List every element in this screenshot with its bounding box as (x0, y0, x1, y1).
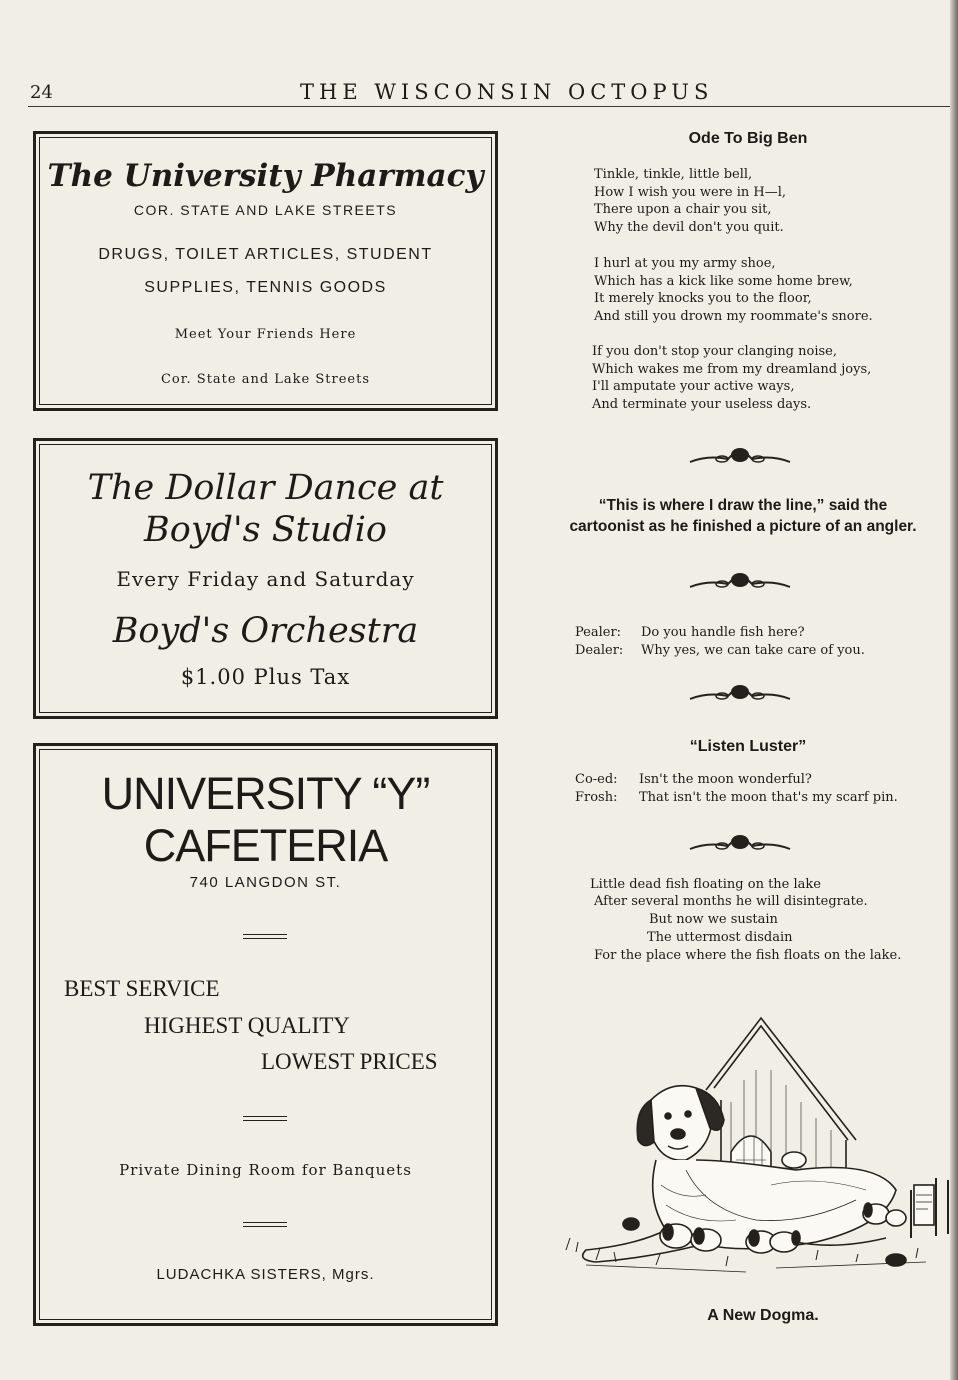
ad-title (36, 768, 495, 872)
dog-cartoon-illustration (556, 1010, 956, 1305)
poem-line: If you don't stop your clanging noise, (592, 344, 837, 359)
ad-title-line: The Dollar Dance at (87, 468, 444, 508)
ad-university-y-cafeteria (33, 743, 498, 1326)
listen-luster-title: “Listen Luster” (689, 738, 807, 755)
dialog-line (575, 642, 865, 660)
ad-private-dining: Private Dining Room for Banquets (119, 1161, 412, 1179)
spoken-line: Do you handle fish here? (641, 625, 805, 640)
running-head: THE WISCONSIN OCTOPUS (300, 80, 714, 104)
ad-products-line: DRUGS, TOILET ARTICLES, STUDENT (98, 246, 433, 263)
ad-feature-quality: HIGHEST QUALITY (144, 1013, 350, 1038)
ad-feature-prices: LOWEST PRICES (261, 1049, 438, 1074)
ad-title: The University Pharmacy (47, 158, 484, 194)
speaker: Co-ed: (575, 772, 618, 787)
dialog-line (575, 624, 865, 642)
double-rule-divider (243, 934, 287, 939)
ode-title: Ode To Big Ben (688, 130, 808, 147)
ad-address: COR. STATE AND LAKE STREETS (133, 202, 398, 218)
ad-address-footer: Cor. State and Lake Streets (160, 372, 371, 387)
ad-tagline: Meet Your Friends Here (174, 327, 357, 342)
poem-line: There upon a chair you sit, (594, 202, 772, 217)
poem-line: How I wish you were in H—l, (594, 184, 786, 200)
poem-line: Which wakes me from my dreamland joys, (592, 361, 872, 377)
ad-price: $1.00 Plus Tax (180, 665, 351, 689)
ornament-divider-icon (688, 680, 792, 706)
ad-orchestra: Boyd's Orchestra (112, 611, 419, 651)
ode-stanza-2 (594, 255, 873, 325)
page-number: 24 (30, 82, 53, 103)
poem-line: Little dead fish floating on the lake (590, 877, 821, 892)
poem-line: It merely knocks you to the floor, (594, 291, 812, 306)
poem-line: After several months he will disintegrate. (594, 894, 868, 909)
dialog-line (575, 771, 898, 789)
ad-title-line: UNIVERSITY “Y” (101, 768, 430, 819)
poem-line: And terminate your useless days. (592, 396, 812, 412)
ad-title (36, 467, 495, 551)
poem-line: For the place where the fish floats on the lake. (594, 948, 902, 963)
ode-stanza-3 (592, 343, 871, 413)
joke-line: cartoonist as he finished a picture of an angler. (569, 518, 917, 535)
header-rule (28, 106, 953, 107)
poem-line: The uttermost disdain (647, 930, 793, 945)
cartoon-caption: A New Dogma. (707, 1307, 819, 1324)
speaker: Frosh: (575, 790, 618, 805)
poem-line: Tinkle, tinkle, little bell, (594, 167, 753, 182)
poem-line: Why the devil don't you quit. (594, 219, 784, 235)
ornament-divider-icon (688, 568, 792, 594)
dialog-line (575, 789, 898, 807)
angler-joke (553, 495, 933, 537)
spoken-line: Why yes, we can take care of you. (641, 643, 865, 658)
speaker: Pealer: (575, 625, 622, 640)
joke-line: “This is where I draw the line,” said the (598, 497, 888, 514)
poem-line: And still you drown my roommate's snore. (594, 308, 873, 324)
poem-line: But now we sustain (649, 912, 778, 927)
ode-stanza-1 (594, 166, 786, 236)
pealer-dealer-dialog (575, 624, 865, 660)
spoken-line: Isn't the moon wonderful? (639, 772, 812, 787)
ornament-divider-icon (688, 443, 792, 469)
ad-managers: LUDACHKA SISTERS, Mgrs. (156, 1266, 375, 1283)
speaker: Dealer: (575, 643, 624, 658)
ornament-divider-icon (688, 830, 792, 856)
poem-line: I'll amputate your active ways, (592, 379, 795, 394)
ad-university-pharmacy (33, 131, 498, 411)
poem-line: Which has a kick like some home brew, (594, 273, 853, 289)
double-rule-divider (243, 1222, 287, 1227)
double-rule-divider (243, 1116, 287, 1121)
ad-title-line: CAFETERIA (143, 820, 388, 871)
ad-schedule: Every Friday and Saturday (116, 567, 415, 591)
poem-line: I hurl at you my army shoe, (594, 256, 776, 271)
ad-feature-service: BEST SERVICE (64, 976, 220, 1001)
ad-products-line: SUPPLIES, TENNIS GOODS (144, 279, 387, 296)
ad-title-line: Boyd's Studio (144, 510, 387, 550)
spoken-line: That isn't the moon that's my scarf pin. (639, 790, 898, 805)
ad-dollar-dance (33, 438, 498, 719)
listen-luster-dialog (575, 771, 898, 807)
ad-address: 740 LANGDON ST. (189, 874, 342, 891)
